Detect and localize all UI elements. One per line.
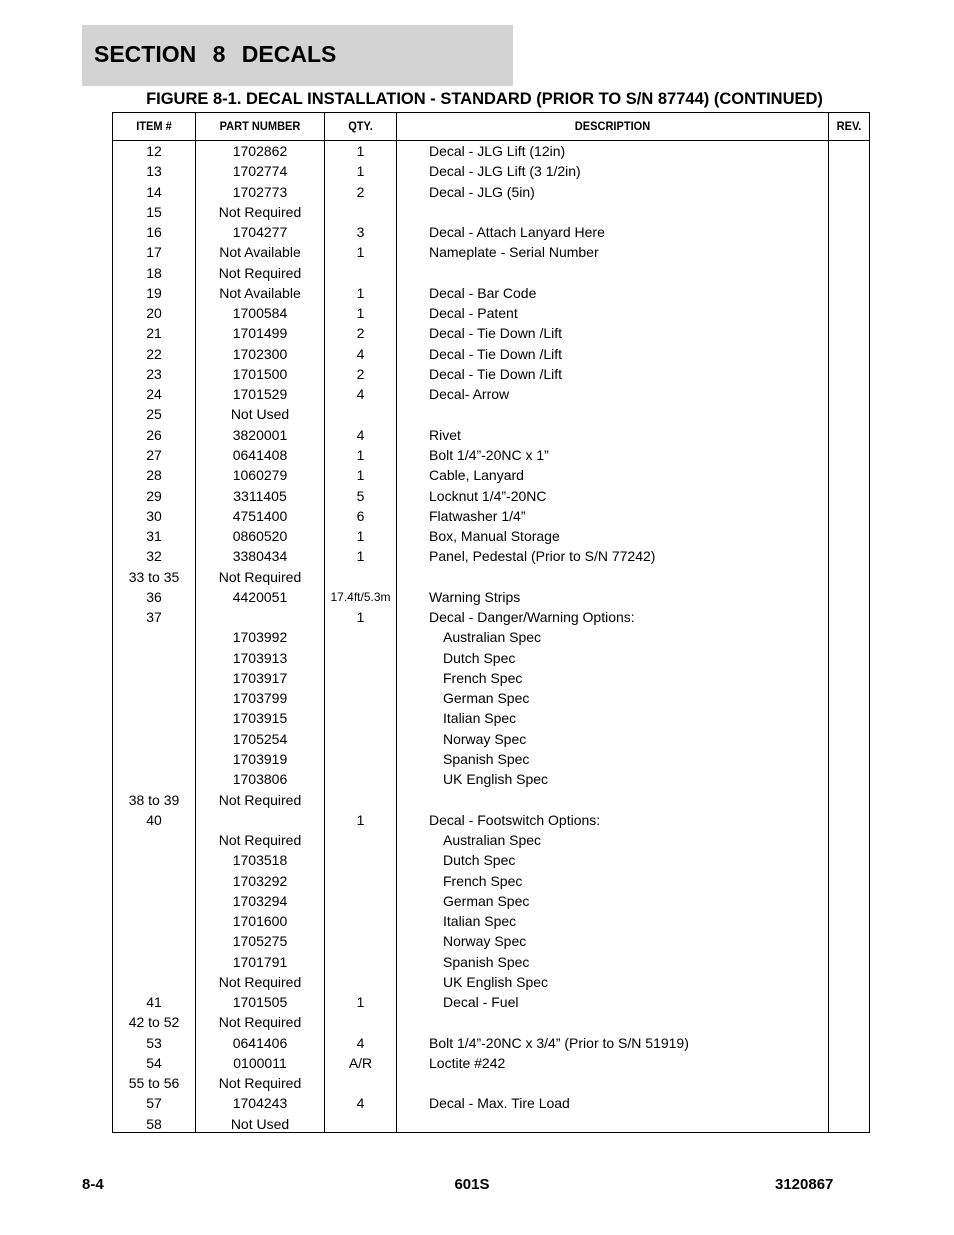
cell-part-number: 1702300 [232,345,288,362]
table-row [113,850,869,870]
table-row [113,425,869,445]
cell-item: 21 [146,325,162,342]
cell-item: 55 to 56 [128,1075,180,1092]
table-row [113,141,869,161]
cell-part-number: Not Required [218,568,302,585]
cell-part-number: 1702774 [232,163,288,180]
table-row [113,283,869,303]
cell-description: Box, Manual Storage [429,528,560,545]
cell-description: Bolt 1/4”-20NC x 3/4” (Prior to S/N 51919) [429,1034,689,1051]
table-row [113,506,869,526]
cell-item: 37 [146,609,162,626]
table-row [113,1114,869,1134]
table-row [113,972,869,992]
table-row [113,607,869,627]
table-row [113,182,869,202]
cell-part-number: 1703292 [232,872,288,889]
table-row [113,668,869,688]
section-title: SECTION 8 DECALS [94,41,337,67]
cell-description: Nameplate - Serial Number [429,244,599,261]
cell-description: Norway Spec [443,933,527,950]
cell-description: UK English Spec [443,771,549,788]
cell-part-number: 0641406 [232,1034,288,1051]
table-row [113,364,869,384]
table-row [113,546,869,566]
table-row [113,1093,869,1113]
cell-part-number: 0641408 [232,446,288,463]
cell-description: Decal - Patent [429,305,518,322]
cell-qty: 17.4ft/5.3m [330,589,391,604]
cell-item: 41 [146,994,162,1011]
cell-part-number: Not Required [218,832,302,849]
cell-qty: 1 [356,994,365,1011]
cell-qty: 2 [356,325,365,342]
table-row [113,992,869,1012]
cell-description: Decal - Tie Down /Lift [429,345,563,362]
cell-description: German Spec [443,892,530,909]
table-row [113,810,869,830]
cell-description: Decal - Bar Code [429,284,537,301]
table-row [113,567,869,587]
cell-part-number: Not Required [218,1075,302,1092]
cell-part-number: Not Required [218,973,302,990]
cell-part-number: Not Required [218,264,302,281]
cell-description: Decal - Footswitch Options: [429,811,601,828]
table-row [113,242,869,262]
cell-description: Australian Spec [443,629,542,646]
table-row [113,1033,869,1053]
cell-qty: 1 [356,467,365,484]
cell-part-number: 1703518 [232,852,288,869]
cell-qty: A/R [348,1054,373,1071]
cell-part-number: 1701505 [232,994,288,1011]
cell-description: Italian Spec [443,913,517,930]
table-row [113,526,869,546]
cell-item: 15 [146,203,162,220]
footer-doc-number: 3120867 [775,1176,834,1193]
table-row [113,384,869,404]
figure-title: FIGURE 8-1. DECAL INSTALLATION - STANDARD (PRIOR TO S/N 87744) (CONTINUED) [146,90,823,108]
cell-part-number: 1704277 [232,224,288,241]
cell-qty: 2 [356,365,365,382]
cell-description: Decal - JLG Lift (12in) [429,143,566,159]
cell-qty: 1 [356,305,365,322]
cell-item: 31 [146,528,162,545]
cell-part-number: 1703294 [232,892,288,909]
cell-part-number: 3820001 [232,426,288,443]
parts-table [112,112,870,1133]
cell-part-number: 1703915 [232,710,288,727]
cell-item: 57 [146,1095,162,1112]
cell-item: 54 [146,1054,162,1071]
table-row [113,323,869,343]
cell-description: Warning Strips [429,588,521,605]
cell-description: Decal - Attach Lanyard Here [429,224,605,241]
cell-item: 33 to 35 [128,568,180,585]
cell-item: 28 [146,467,162,484]
table-row [113,891,869,911]
cell-part-number: 1701500 [232,365,288,382]
table-row [113,627,869,647]
cell-part-number: 1703919 [232,750,288,767]
cell-item: 36 [146,588,162,605]
cell-description: Decal - JLG Lift (3 1/2in) [429,163,581,180]
cell-qty: 1 [356,284,365,301]
cell-part-number: Not Used [230,1115,290,1132]
header-rev: REV. [836,119,862,133]
table-row [113,729,869,749]
table-row [113,688,869,708]
cell-description: Loctite #242 [429,1054,506,1071]
cell-part-number: Not Required [218,791,302,808]
table-row [113,445,869,465]
cell-item: 32 [146,548,162,565]
table-row [113,1073,869,1093]
cell-qty: 4 [356,1034,365,1051]
cell-part-number: 1703917 [232,669,288,686]
cell-item: 14 [146,183,162,200]
table-row [113,465,869,485]
cell-part-number: 1703806 [232,771,288,788]
cell-qty: 2 [356,183,365,200]
cell-description: Decal- Arrow [429,386,510,403]
cell-part-number: 1700584 [232,305,288,322]
cell-part-number: 1701499 [232,325,288,342]
table-row [113,222,869,242]
cell-part-number: Not Required [218,1014,302,1031]
cell-part-number: Not Available [219,284,301,301]
cell-description: Italian Spec [443,710,517,727]
cell-qty: 1 [356,609,365,626]
header-item: ITEM # [136,119,172,133]
cell-description: German Spec [443,690,530,707]
cell-description: Australian Spec [443,832,542,849]
cell-item: 13 [146,163,162,180]
table-row [113,830,869,850]
cell-item: 16 [146,224,162,241]
cell-qty: 1 [356,548,365,565]
footer-model: 601S [454,1176,490,1193]
section-header-bar [82,25,513,86]
cell-part-number: 3311405 [233,487,287,504]
cell-description: Panel, Pedestal (Prior to S/N 77242) [429,548,656,565]
cell-description: French Spec [443,872,523,889]
cell-description: Decal - Fuel [443,994,519,1011]
cell-part-number: 1705275 [232,933,288,950]
cell-part-number: 1701600 [232,913,288,930]
cell-item: 58 [146,1115,162,1132]
cell-qty: 4 [356,345,365,362]
footer-page-number: 8-4 [82,1176,104,1193]
cell-qty: 4 [356,386,365,403]
cell-item: 53 [146,1034,162,1051]
cell-part-number: 1705254 [232,730,288,747]
cell-part-number: Not Available [219,244,301,261]
cell-description: Dutch Spec [443,649,516,666]
cell-qty: 5 [356,487,365,504]
cell-item: 26 [146,426,162,443]
cell-item: 20 [146,305,162,322]
cell-item: 17 [146,244,162,261]
cell-qty: 1 [356,143,365,159]
cell-item: 25 [146,406,162,423]
cell-description: Dutch Spec [443,852,516,869]
cell-item: 19 [146,284,162,301]
table-row [113,648,869,668]
cell-qty: 1 [356,811,365,828]
table-row [113,303,869,323]
cell-qty: 6 [356,507,365,524]
table-row [113,587,869,607]
cell-item: 24 [146,386,162,403]
cell-description: Norway Spec [443,730,527,747]
cell-description: French Spec [443,669,523,686]
cell-qty: 4 [356,426,365,443]
header-qty: QTY. [348,119,373,133]
cell-description: Spanish Spec [443,750,530,767]
cell-qty: 3 [356,224,365,241]
table-row [113,486,869,506]
table-row [113,769,869,789]
cell-description: Decal - JLG (5in) [429,183,535,200]
cell-part-number: 1702773 [232,183,288,200]
cell-item: 27 [146,446,162,463]
cell-description: Spanish Spec [443,953,530,970]
cell-item: 38 to 39 [128,791,180,808]
cell-item: 12 [146,143,162,159]
cell-description: UK English Spec [443,973,549,990]
cell-qty: 1 [356,528,365,545]
table-row [113,790,869,810]
cell-description: Decal - Tie Down /Lift [429,325,563,342]
cell-part-number: 1701529 [232,386,288,403]
cell-part-number: 1704243 [232,1095,288,1112]
table-row [113,263,869,283]
cell-description: Cable, Lanyard [429,467,524,484]
cell-description: Decal - Danger/Warning Options: [429,609,635,626]
header-description: DESCRIPTION [574,119,651,133]
cell-qty: 1 [356,163,365,180]
header-part-number: PART NUMBER [219,119,301,133]
table-row [113,931,869,951]
cell-qty: 4 [356,1095,365,1112]
cell-part-number: 1701791 [232,953,288,970]
cell-part-number: 0860520 [232,528,288,545]
cell-part-number: 1060279 [232,467,288,484]
cell-qty: 1 [356,244,365,261]
cell-description: Decal - Tie Down /Lift [429,365,563,382]
table-row [113,344,869,364]
cell-description: Locknut 1/4”-20NC [429,487,547,504]
cell-part-number: 3380434 [232,548,288,565]
cell-qty: 1 [356,446,365,463]
cell-part-number: 4420051 [232,588,288,605]
cell-item: 29 [146,487,162,504]
cell-part-number: 4751400 [232,507,288,524]
table-row [113,871,869,891]
table-row [113,161,869,181]
cell-part-number: 1703992 [232,629,288,646]
cell-description: Bolt 1/4”-20NC x 1” [429,446,549,463]
cell-part-number: 1702862 [232,143,288,159]
cell-item: 23 [146,365,162,382]
cell-description: Rivet [429,426,461,443]
table-row [113,404,869,424]
cell-description: Flatwasher 1/4” [429,507,526,524]
cell-item: 42 to 52 [128,1014,180,1031]
cell-part-number: 0100011 [233,1054,287,1071]
table-row [113,1012,869,1032]
cell-part-number: Not Used [230,406,290,423]
table-body [113,141,869,1134]
table-row [113,708,869,728]
cell-part-number: 1703799 [232,690,288,707]
cell-part-number: 1703913 [232,649,288,666]
table-row [113,202,869,222]
cell-item: 30 [146,507,162,524]
cell-item: 22 [146,345,162,362]
cell-description: Decal - Max. Tire Load [429,1095,570,1112]
cell-item: 40 [146,811,162,828]
cell-item: 18 [146,264,162,281]
table-row [113,952,869,972]
cell-part-number: Not Required [218,203,302,220]
table-row [113,1053,869,1073]
table-row [113,749,869,769]
table-row [113,911,869,931]
